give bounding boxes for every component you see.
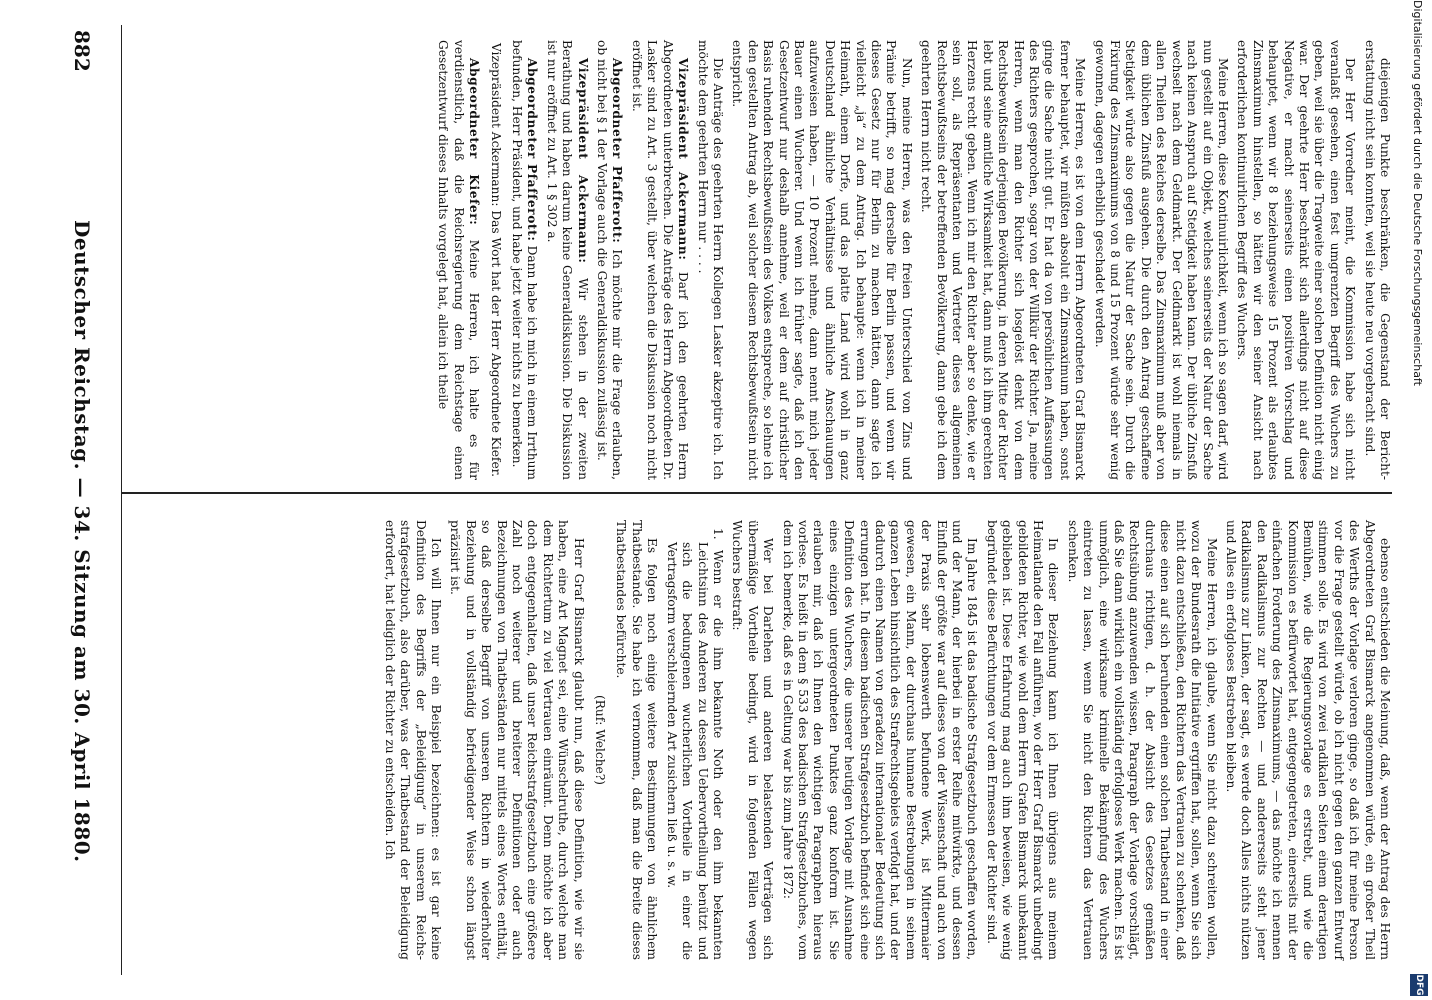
paragraph: Im Jahre 1845 ist das badische Strafgesetzbuch geschaffen worden, und der Mann, der hierbei in erster Reihe mitwirkte, und dessen Einfluß der größte war auf dieses von der Wissenschaft und auch von der Praxis sehr lobenswerth befundene Werk, ist Mittermaier gewesen, ein Mann, der durchaus humane Bestrebungen in seinem ganzen Leben hinsichtlich des Strafrechtsgebiets verfolgt hat, und der dadurch einen Namen von geradezu internationaler Bedeutung sich errungen hat. In diesem badischen Strafgesetzbuch befindet sich eine Definition des Wuchers, die unserer heutigen Vorlage mit Ausnahme eines einzigen untergeordneten Punktes ganz konform ist. Sie erlauben mir, daß ich Ihnen den wichtigen Paragraphen hieraus vorlese. Es heißt in dem § 533 des badischen Strafgesetzbuches, vom dem ich bemerke, daß es in Geltung war bis zum Jahre 1872: <box>780 520 980 960</box>
paragraph: In dieser Beziehung kann ich Ihnen übrigens aus meinem Heimatlande den Fall anführen, wo der Herr Graf Bismarck unbedingt gebildeten Richter, wie wohl dem Herrn Grafen Bismarck unbekannt geblieben ist. Diese Erfahrung mag auch ihm beweisen, wie wenig begründet diese Befürchtungen vor dem Ermessen der Richter sind. <box>984 520 1061 960</box>
paragraph: Herr Graf Bismarck glaubt nun, daß diese Definition, wie wir sie haben, eine Art Magnet sei, eine Wünschelruthe, durch welche man dem Richtertum zu viel Vertrauen einräumt. Denn möchte ich aber doch entgegenhalten, daß unser Reichsstrafgesetzbuch eine größere Zahl noch weiterer und breiterer Definitionen oder auch Bezeichnungen von Thatbeständen nur mittels eines Wortes enthält, so daß derselbe Begriff von unseren Richtern in wiederholter Beziehung und in vollständig befriedigender Weise schon längst präzisirt ist. <box>448 520 586 960</box>
speaker-name: Abgeordneter Pfafferott: <box>610 58 625 244</box>
text-column-left <box>127 40 1392 480</box>
footer <box>1400 0 1432 1000</box>
paragraph: Meine Herren, es ist von dem Herrn Abgeordneten Graf Bismarck ferner behauptet, wir müßten absolut ein Zinsmaximum haben, sonst ginge die Sache nicht gut. Er hat da von persönlichen Auffassungen des Richters gesprochen, sogar von der Willkür der Richter. Ja, meine Herren, wenn man den Richter sich losgelöst denkt von dem Rechtsbewußtsein derjenigen Bevölkerung, in deren Mitte der Richter lebt und seine amtliche Wirksamkeit hat, dann muß ich ihm gerechten Herzens recht geben. Wenn ich mir den Richter aber so denke, wie er sein soll, als Repräsentanten und Vertreter dieses allgemeinen Rechtsbewußtseins der betreffenden Bevölkerung, dann gebe ich dem geehrten Herrn nicht recht. <box>919 40 1088 480</box>
paragraph: Die Anträge des geehrten Herrn Kollegen Lasker akzeptire ich. Ich möchte dem geehrten Herrn nur . . . . <box>695 40 725 480</box>
paragraph: Ich will Ihnen nur ein Beispiel bezeichnen: es ist gar keine Definition des Begriffs der „Beleidigung“ in unserem Reichsstrafgesetzbuch, also darüber, was der Thatbestand der Beleidigung erfordert, hat lediglich der Richter zu entscheiden. Ich <box>382 520 444 960</box>
centered-line: (Ruf: Welche?) <box>593 694 608 786</box>
paragraph: Nun, meine Herren, was den freien Unterschied von Zins und Prämie betrifft, so mag derselbe für Berlin passen, und wenn wir dieses Gesetz nur für Berlin zu machen hätten, dann sagte ich vielleicht „ja“ zu dem Antrag. Ich behaupte: wenn ich in meiner Heimath, einem Dorfe, und das platte Land wird wohl in ganz Deutschland ähnliche Verhältnisse und ähnliche Anschauungen aufzuweisen haben, — 10 Prozent nehme, dann nennt mich jeder Bauer einen Wucherer. Und wenn ich früher sagte, daß ich den Gesetzentwurf nur deshalb annehme, weil er dem auf christlicher Basis ruhenden Rechtsbewußtsein des Volkes entspreche, so lehne ich den gestellten Antrag ab, weil solcher diesem Rechtsbewußtsein nicht entspricht. <box>730 40 914 480</box>
speaker-name: Vizepräsident Ackermann: <box>676 58 691 261</box>
speech-paragraph <box>629 40 691 480</box>
page-header <box>62 0 102 1000</box>
speech-paragraph <box>594 40 625 480</box>
page-number: 882 <box>70 30 94 72</box>
paragraph: Es folgen noch einige weitere Bestimmungen von ähnlichem Thatbestande. Sie habe ich vernommen, daß man die Breite dieses Thatbestandes befürchte. <box>614 520 660 960</box>
speech-text: Meine Herren, ich halte es für verdienstlich, daß die Reichsregierung dem Reichstage einen Gesetzentwurf dieses Inhalts vorgelegt hat, allein ich theile <box>436 40 482 480</box>
column-divider <box>122 492 1392 494</box>
speech-text: Darf ich den geehrten Herrn Abgeordneten unterbrechen. Die Anträge des Herrn Abgeordneten Dr. Lasker sind zu Art. 3 gestellt, über welchen die Diskussion noch nicht eröffnet ist. <box>629 40 691 480</box>
paragraph: diejenigen Punkte beschränken, die Gegenstand der Berichterstattung nicht sein konnten, weil sie heute neu vorgebracht sind. <box>1362 40 1392 480</box>
header-rule <box>121 25 122 975</box>
speaker-name: Vizepräsident Ackermann: <box>575 58 590 264</box>
dfg-logo: DFG <box>1410 974 1428 996</box>
centered-line: Vizepräsident Ackermann: Das Wort hat der Herr Abgeordnete Kiefer. <box>488 42 503 478</box>
funding-note: Digitalisierung gefördert durch die Deutsche Forschungsgemeinschaft <box>1411 0 1424 386</box>
speaker-name: Abgeordneter Kiefer: <box>467 58 482 226</box>
paragraph: Meine Herren, ich glaube, wenn Sie nicht dazu schreiten wollen, wozu der Bundesrath die Initiative ergriffen hat, sollen, wenn Sie sich nicht dazu entschließen, den Richtern das Vertrauen zu schenken, daß diese einen auf sich beruhenden einen solchen Thatbestand in einer durchaus richtigen, d. h. der Absicht des Gesetzes gemäßen Rechtsübung anzuwenden wissen, Paragraph der Vorlage vorschlägt, daß Sie dann wirklich ein vollständig erfolgloses Werk machen. Es ist unmöglich, eine wirksame kriminelle Bekämpfung des Wuchers eintreten zu lassen, wenn Sie nicht den Richtern das Vertrauen schenken. <box>1065 520 1219 960</box>
running-head: Deutscher Reichstag. — 34. Sitzung am 30. April 1880. <box>70 220 94 863</box>
paragraph: Wer bei Darlehen und anderen belastenden Verträgen sich übermäßige Vortheile bedingt, wird in folgenden Fällen wegen Wuchers bestraft: <box>730 520 776 960</box>
paragraph: ebenso entschieden die Meinung, daß, wenn der Antrag des Herrn Abgeordneten Graf Bismarck angenommen würde, ein großer Theil des Werths der Vorlage verloren ginge, so daß ich für meine Person vor die Frage gestellt würde, ob ich nicht gegen den ganzen Entwurf stimmen solle. Es wird von zwei radikalen Seiten einem derartigen Bemühen, wie die Regierungsvorlage es erstrebt, und wie die Kommission es befürwortet hat, entgegengetreten, einerseits mit der einfachen Forderung des Zinsmaximums, — das möchte ich nennen den Radikalismus zur Rechten — und andererseits steht jener Radikalismus zur Linken, der sagt, es werde doch Alles nichts nützen und Alles ein erfolgloses Bestreben bleiben. <box>1223 520 1392 960</box>
speech-paragraph <box>435 40 481 480</box>
speech-text: Dann habe ich mich in einem Irrthum befunden, Herr Präsident, und habe jetzt weiter nichts zu bemerken. <box>510 40 540 480</box>
speech-paragraph <box>543 40 589 480</box>
speech-paragraph <box>509 40 540 480</box>
paragraph: Meine Herren, diese Kontinuirlichkeit, wenn ich so sagen darf, wird nun gestellt auf ein Objekt, welches seinerseits der Natur der Sache nach keinen Anspruch auf Stetigkeit haben kann. Der übliche Zinsfuß wechselt nach dem Geldmarkt. Der Geldmarkt ist wohl niemals in allen Theilen des Reiches derselbe. Das Zinsmaximum muß aber von dem üblichen Zinsfuß ausgehen. Die durch den Antrag geschaffene Stetigkeit würde also gegen die Natur der Sache sein. Durch die Fixirung des Zinsmaximums von 8 und 15 Prozent würde sehr wenig gewonnen, dagegen erheblich geschadet werden. <box>1092 40 1230 480</box>
speaker-name: Abgeordneter Pfafferott: <box>525 58 540 242</box>
paragraph: Der Herr Vorredner meint, die Kommission habe sich nicht veranlaßt gesehen, einen fest umgrenzten Begriff des Wuchers zu geben, weil sie über die Tragweite einer solchen Definition nicht einig war. Der geehrte Herr beschränkt sich allerdings nicht auf diese Negative, er macht seinerseits einen positiven Vorschlag und behauptet, wenn wir 8 beziehungsweise 15 Prozent als erlaubtes Zinsmaximum hinstellen, so hätten wir den seiner Ansicht nach erforderlichen kontinuirlichen Begriff des Wuchers. <box>1235 40 1358 480</box>
quoted-clause: 1. Wenn er die ihm bekannte Noth oder den ihm bekannten Leichtsinn des Anderen zu dessen Uebervortheilung benützt und sich die bedungenen wucherlichen Vortheile in einer die Vertragsform verschleiernden Art zusichern ließ u. s. w. <box>664 528 725 960</box>
speech-text: Ich möchte mir die Frage erlauben, ob nicht bei § 1 der Vorlage auch die Generaldiskussion zulässig ist. <box>595 40 625 480</box>
text-column-right <box>127 520 1392 960</box>
speech-text: Wir stehen in der zweiten Berathung und haben darum keine Generaldiskussion. Die Diskussion ist nur eröffnet zu Art. 1 § 302 a. <box>544 40 590 480</box>
